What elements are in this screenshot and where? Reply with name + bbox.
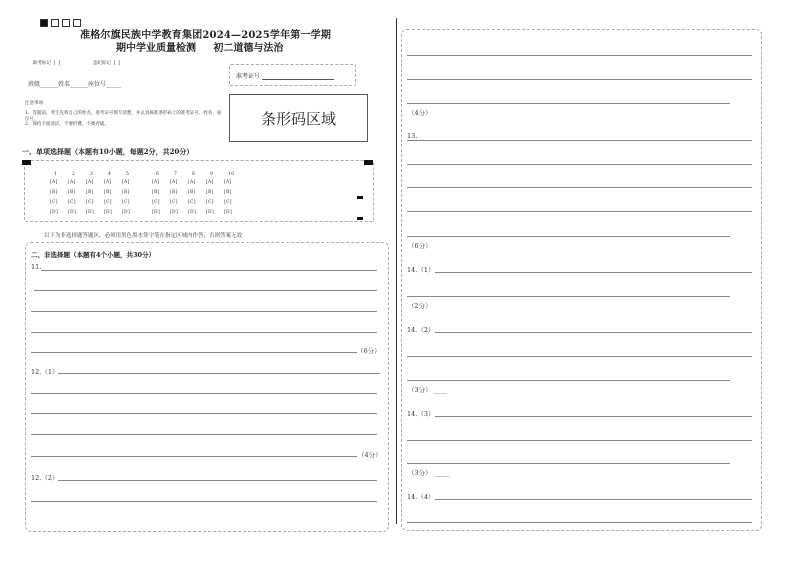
score-3: （3分） _____ xyxy=(408,469,450,477)
choice-bubble[interactable]: [B] xyxy=(188,190,196,195)
choice-bubble[interactable]: [B] xyxy=(206,190,214,195)
question-number: 8 xyxy=(192,172,196,177)
marker-square xyxy=(51,19,59,27)
choice-bubble[interactable]: [A] xyxy=(224,180,232,185)
choice-bubble[interactable]: [A] xyxy=(104,180,112,185)
class-name-seat-line[interactable]: 班级______姓名______座位号_____ xyxy=(28,81,122,88)
q13-label: 13. xyxy=(407,132,418,140)
exam-title-line2: 期中学业质量检测 初二道德与法治 xyxy=(116,43,284,54)
nonchoice-instruction: 以下为非选择题答题区，必须用黑色墨水签字笔在指定区域内作答，否则答案无效 xyxy=(44,233,243,239)
answer-line[interactable] xyxy=(435,272,752,273)
choice-bubble[interactable]: [D] xyxy=(152,210,161,215)
answer-line[interactable] xyxy=(407,187,752,188)
violation-mark-label: 违纪标记 [ ] xyxy=(93,61,121,66)
answer-line[interactable] xyxy=(31,393,377,394)
answer-line[interactable] xyxy=(41,270,377,271)
timing-mark xyxy=(357,217,363,220)
choice-bubble[interactable]: [A] xyxy=(122,180,130,185)
choice-bubble[interactable]: [C] xyxy=(122,200,130,205)
q12-1-label: 12.（1） xyxy=(31,368,59,376)
question-number: 7 xyxy=(174,172,178,177)
question-number: 6 xyxy=(156,172,160,177)
choice-bubble[interactable]: [A] xyxy=(170,180,178,185)
marker-filled-square xyxy=(40,19,48,27)
marker-square xyxy=(62,19,70,27)
choice-bubble[interactable]: [C] xyxy=(188,200,196,205)
answer-line[interactable] xyxy=(34,290,377,291)
choice-bubble[interactable]: [A] xyxy=(152,180,160,185)
timing-mark xyxy=(22,160,31,165)
timing-mark xyxy=(364,160,373,165)
question-number: 10 xyxy=(228,172,235,177)
choice-bubble[interactable]: [D] xyxy=(188,210,197,215)
right-answer-box xyxy=(401,29,762,531)
choice-bubble[interactable]: [C] xyxy=(152,200,160,205)
answer-line[interactable] xyxy=(407,522,752,523)
answer-line[interactable] xyxy=(407,440,752,441)
timing-mark xyxy=(357,196,363,199)
header-markers xyxy=(40,12,84,31)
choice-bubble[interactable]: [D] xyxy=(86,210,95,215)
answer-line[interactable] xyxy=(407,164,752,165)
choice-bubble[interactable]: [C] xyxy=(68,200,76,205)
q12-2-label: 12.（2） xyxy=(31,474,59,482)
choice-bubble[interactable]: [B] xyxy=(224,190,232,195)
answer-line[interactable] xyxy=(407,356,752,357)
choice-bubble[interactable]: [A] xyxy=(188,180,196,185)
choice-bubble[interactable]: [D] xyxy=(104,210,113,215)
q11-score: （6分） xyxy=(357,347,381,355)
choice-bubble[interactable]: [C] xyxy=(104,200,112,205)
choice-bubble[interactable]: [B] xyxy=(68,190,76,195)
choice-bubble[interactable]: [A] xyxy=(50,180,58,185)
answer-line[interactable] xyxy=(31,332,377,333)
exam-number-label: 准考证号 xyxy=(236,73,261,80)
answer-line[interactable] xyxy=(407,463,730,464)
q12-1-score: （4分） xyxy=(358,451,382,459)
choice-bubble[interactable]: [A] xyxy=(206,180,214,185)
notes-item-2: 2、保持卡面清洁，不要折叠、不要弄破。 xyxy=(25,122,109,127)
question-number: 1 xyxy=(54,172,58,177)
score-6: （6分） xyxy=(408,242,432,250)
choice-bubble[interactable]: [C] xyxy=(170,200,178,205)
answer-line[interactable] xyxy=(407,380,730,381)
answer-line[interactable] xyxy=(31,501,377,502)
answer-line[interactable] xyxy=(435,332,752,333)
choice-answer-box xyxy=(24,160,374,222)
answer-line[interactable] xyxy=(407,140,752,141)
page-divider xyxy=(396,18,397,524)
choice-bubble[interactable]: [B] xyxy=(104,190,112,195)
choice-bubble[interactable]: [D] xyxy=(170,210,179,215)
choice-bubble[interactable]: [B] xyxy=(86,190,94,195)
answer-line[interactable] xyxy=(407,236,730,237)
notes-item-1: 1、答题前，考生先将自己的姓名、准考证号填写清楚，并认真核准条形码上的准考证号、姓名、座位号。 xyxy=(25,111,222,122)
exam-number-line[interactable] xyxy=(262,79,334,80)
choice-bubble[interactable]: [B] xyxy=(50,190,58,195)
score-4: （4分） xyxy=(408,109,432,117)
q14-2-label: 14.（2） xyxy=(407,326,435,334)
section2-title: 二、非选择题（本题有4个小题，共30分） xyxy=(31,251,156,259)
answer-line[interactable] xyxy=(435,499,752,500)
choice-bubble[interactable]: [D] xyxy=(50,210,59,215)
answer-line[interactable] xyxy=(31,413,377,414)
answer-line[interactable] xyxy=(407,211,752,212)
choice-bubble[interactable]: [B] xyxy=(170,190,178,195)
exam-number-box xyxy=(229,64,356,86)
choice-bubble[interactable]: [C] xyxy=(206,200,214,205)
choice-bubble[interactable]: [A] xyxy=(86,180,94,185)
q11-label: 11. xyxy=(31,263,42,271)
choice-bubble[interactable]: [D] xyxy=(122,210,131,215)
choice-bubble[interactable]: [D] xyxy=(206,210,215,215)
answer-line[interactable] xyxy=(31,434,377,435)
answer-line[interactable] xyxy=(31,311,377,312)
question-number: 9 xyxy=(210,172,214,177)
answer-line[interactable] xyxy=(31,456,357,457)
question-number: 5 xyxy=(126,172,130,177)
question-number: 3 xyxy=(90,172,94,177)
section2-box xyxy=(25,242,389,532)
notes-heading: 注意事项： xyxy=(25,101,48,106)
choice-bubble[interactable]: [A] xyxy=(68,180,76,185)
answer-line[interactable] xyxy=(407,55,752,56)
answer-line[interactable] xyxy=(407,296,730,297)
question-number: 2 xyxy=(72,172,76,177)
answer-line[interactable] xyxy=(407,103,730,104)
answer-line[interactable] xyxy=(31,352,357,353)
answer-line[interactable] xyxy=(435,416,752,417)
choice-bubble[interactable]: [C] xyxy=(86,200,94,205)
choice-bubble[interactable]: [D] xyxy=(68,210,77,215)
answer-line[interactable] xyxy=(407,79,752,80)
choice-bubble[interactable]: [B] xyxy=(122,190,130,195)
choice-bubble[interactable]: [C] xyxy=(50,200,58,205)
choice-bubble[interactable]: [C] xyxy=(224,200,232,205)
choice-bubble[interactable]: [B] xyxy=(152,190,160,195)
absent-mark-label: 缺考标记 [ ] xyxy=(33,61,61,66)
q14-4-label: 14.（4） xyxy=(407,493,435,501)
q14-1-label: 14.（1） xyxy=(407,266,435,274)
section1-title: 一、单项选择题（本题有10小题，每题2分，共20分） xyxy=(22,147,194,156)
question-number: 4 xyxy=(108,172,112,177)
exam-title-line1: 准格尔旗民族中学教育集团2024—2025学年第一学期 xyxy=(80,30,332,41)
score-2: （2分） xyxy=(408,302,432,310)
q14-3-label: 14.（3） xyxy=(407,410,435,418)
choice-bubble[interactable]: [D] xyxy=(224,210,233,215)
score-3: （3分） ____ xyxy=(408,386,447,394)
answer-line[interactable] xyxy=(58,480,377,481)
answer-line[interactable] xyxy=(58,373,380,374)
barcode-area: 条形码区域 xyxy=(229,94,368,142)
